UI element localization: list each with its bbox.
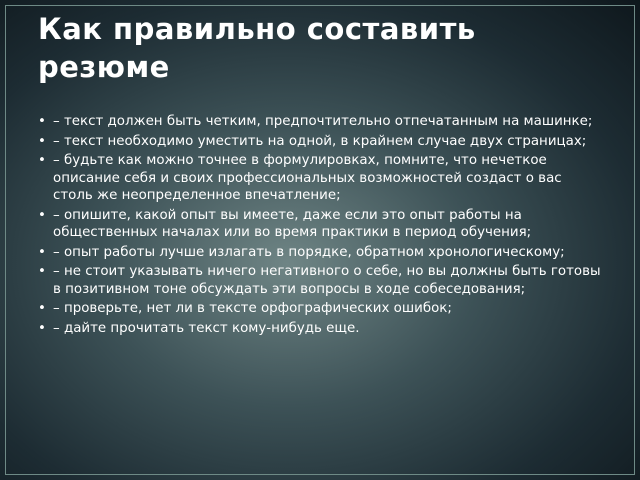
bullet-text: – опишите, какой опыт вы имеете, даже если это опыт работы на общественных началах или во время практики в период обучения; bbox=[53, 207, 532, 240]
list-item bbox=[38, 244, 604, 262]
bullet-dot-icon: • bbox=[38, 133, 46, 149]
list-item bbox=[38, 300, 604, 318]
bullet-dot-icon: • bbox=[38, 244, 46, 260]
bullet-text: – текст необходимо уместить на одной, в крайнем случае двух страницах; bbox=[53, 133, 587, 149]
list-item bbox=[38, 320, 604, 338]
bullet-text: – не стоит указывать ничего негативного о себе, но вы должны быть готовы в позитивном тоне обсуждать эти вопросы в ходе собеседования; bbox=[53, 264, 601, 297]
bullet-dot-icon: • bbox=[38, 264, 46, 279]
bullet-text: – дайте прочитать текст кому-нибудь еще. bbox=[53, 320, 360, 336]
bullet-dot-icon: • bbox=[38, 153, 46, 168]
list-item bbox=[38, 263, 604, 298]
bullet-dot-icon: • bbox=[38, 301, 46, 316]
list-item bbox=[38, 152, 604, 205]
list-item bbox=[38, 133, 604, 151]
list-item bbox=[38, 113, 604, 131]
bullet-text: – будьте как можно точнее в формулировках, помните, что нечеткое описание себя и своих профессиональных возможностей создаст о вас столь же неопределенное впечатление; bbox=[53, 153, 562, 203]
bullet-text: – опыт работы лучше излагать в порядке, обратном хронологическому; bbox=[53, 244, 565, 260]
bullet-dot-icon: • bbox=[38, 320, 46, 336]
bullet-text: – проверьте, нет ли в тексте орфографических ошибок; bbox=[53, 301, 452, 316]
list-item bbox=[38, 207, 604, 242]
bullet-dot-icon: • bbox=[38, 207, 46, 223]
bullet-text: – текст должен быть четким, предпочтительно отпечатанным на машинке; bbox=[53, 114, 593, 129]
slide-title: Как правильно составить резюме bbox=[38, 12, 476, 84]
bullet-list bbox=[38, 113, 604, 339]
bullet-dot-icon: • bbox=[38, 114, 46, 129]
